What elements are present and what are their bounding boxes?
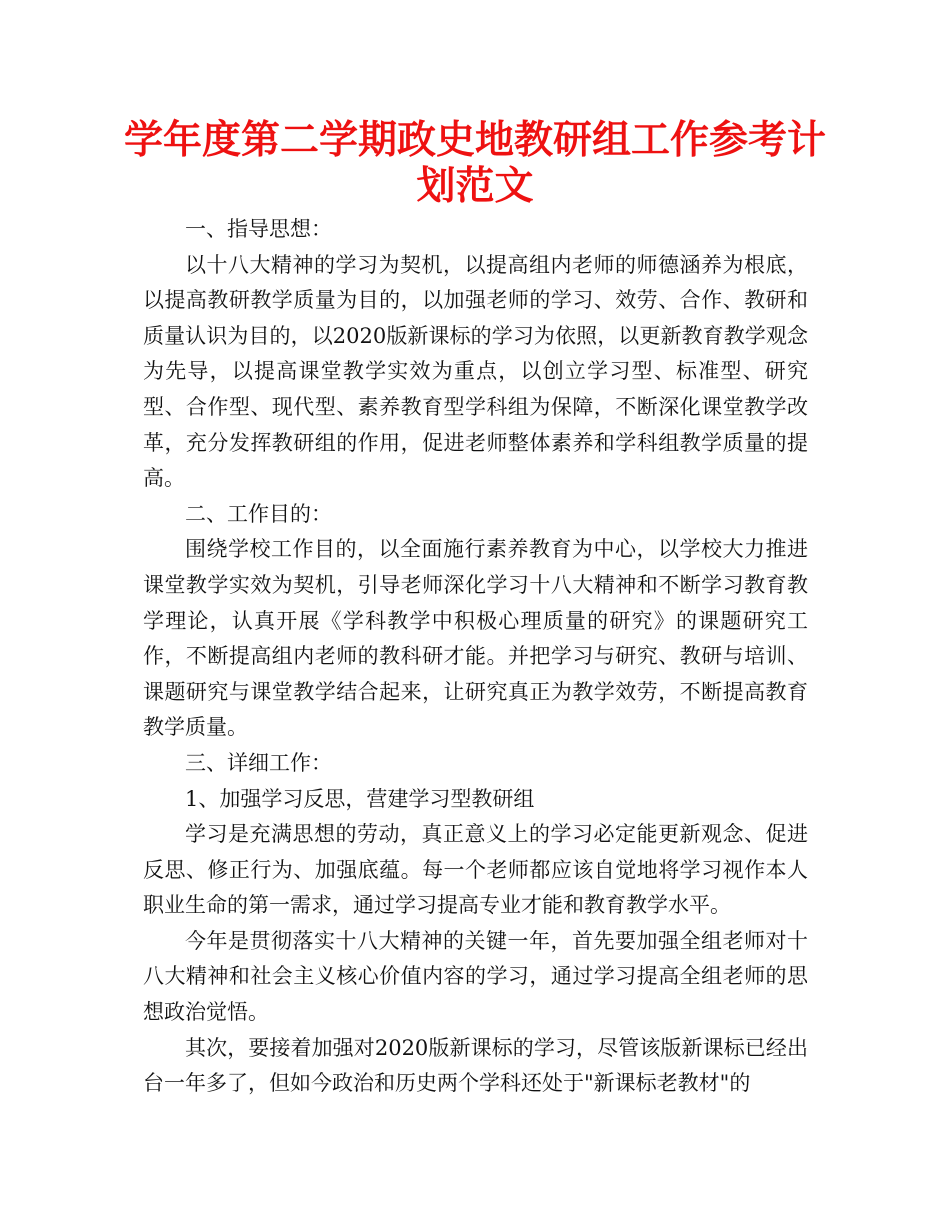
document-body [143, 212, 808, 1102]
paragraph: 围绕学校工作目的，以全面施行素养教育为中心，以学校大力推进课堂教学实效为契机，引导老师深化学习十八大精神和不断学习教育教学理论，认真开展《学科教学中积极心理质量的研究》的课题研究工作，不断提高组内老师的教科研才能。并把学习与研究、教研与培训、课题研究与课堂教学结合起来，让研究真正为教学效劳，不断提高教育教学质量。 [143, 537, 808, 740]
section-heading-work-goals: 二、工作目的： [185, 501, 332, 526]
paragraph: 学习是充满思想的劳动，真正意义上的学习必定能更新观念、促进反思、修正行为、加强底蕴。每一个老师都应该自觉地将学习视作本人职业生命的第一需求，通过学习提高专业才能和教育教学水平。 [143, 822, 808, 918]
paragraph: 其次，要接着加强对2020版新课标的学习，尽管该版新课标已经出台一年多了，但如今政治和历史两个学科还处于"新课标老教材"的 [143, 1035, 808, 1096]
document-title: 学年度第二学期政史地教研组工作参考计划范文 [123, 118, 826, 209]
paragraph: 以十八大精神的学习为契机，以提高组内老师的师德涵养为根底，以提高教研教学质量为目的，以加强老师的学习、效劳、合作、教研和质量认识为目的，以2020版新课标的学习为依照，以更新教育教学观念为先导，以提高课堂教学实效为重点，以创立学习型、标准型、研究型、合作型、现代型、素养教育型学科组为保障，不断深化课堂教学改革，充分发挥教研组的作用，促进老师整体素养和学科组教学质量的提高。 [143, 252, 808, 491]
section-heading-detailed-work: 三、详细工作： [185, 750, 332, 775]
paragraph: 今年是贯彻落实十八大精神的关键一年，首先要加强全组老师对十八大精神和社会主义核心价值内容的学习，通过学习提高全组老师的思想政治觉悟。 [143, 928, 808, 1025]
section-heading-guiding-thought: 一、指导思想： [185, 217, 332, 241]
subheading-study-reflection: 1、加强学习反思，营建学习型教研组 [185, 786, 535, 811]
